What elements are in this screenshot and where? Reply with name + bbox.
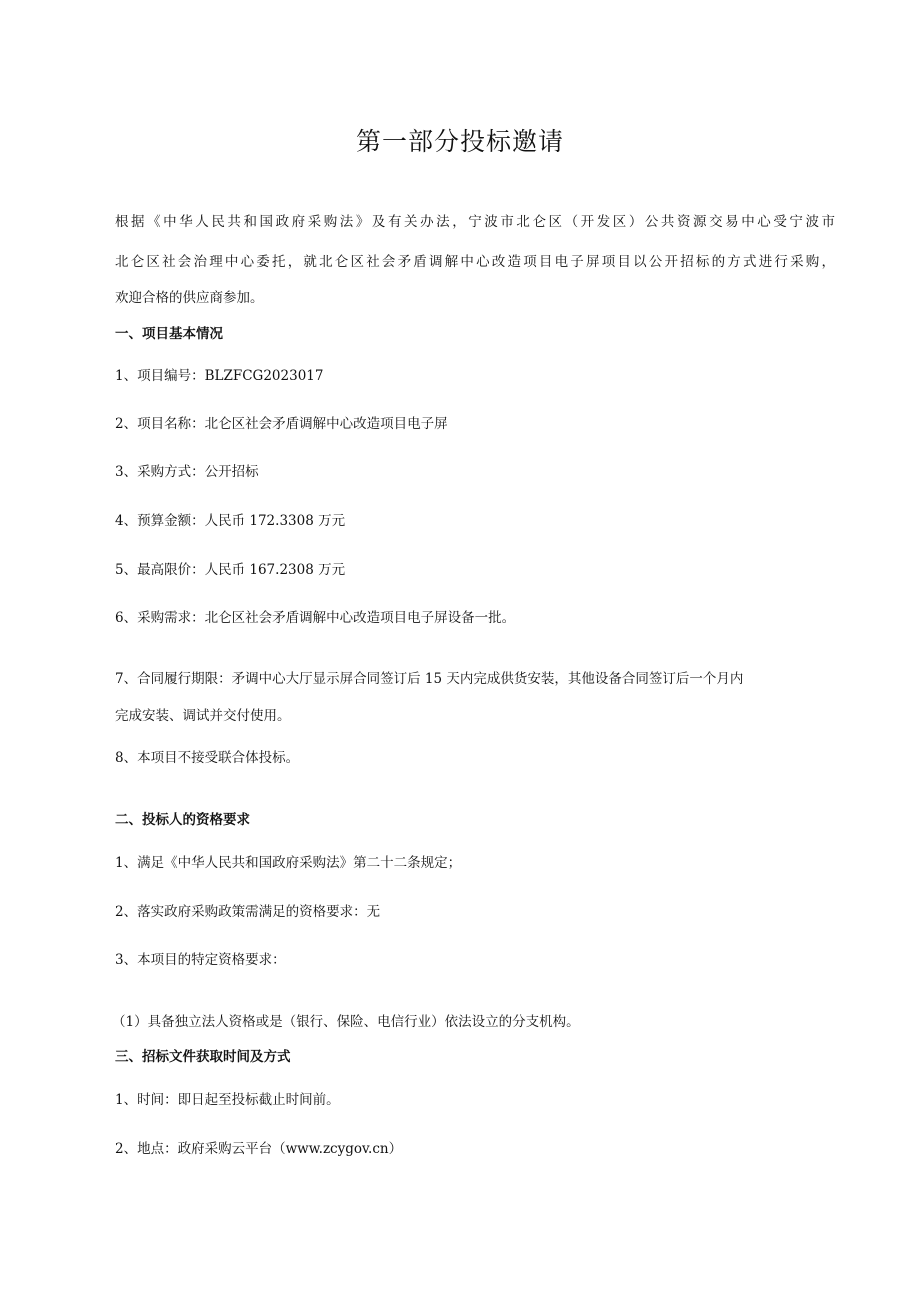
- item-no-consortium: 8、本项目不接受联合体投标。: [115, 750, 300, 766]
- item-procurement-needs: 6、采购需求：北仑区社会矛盾调解中心改造项目电子屏设备一批。: [115, 610, 516, 626]
- section-heading-basic-info: 一、项目基本情况: [115, 326, 223, 342]
- intro-line-2: 北仑区社会治理中心委托，就北仑区社会矛盾调解中心改造项目电子屏项目以公开招标的方式进行采购，: [115, 254, 835, 270]
- item-project-number: 1、项目编号：BLZFCG2023017: [115, 368, 324, 384]
- item-acquisition-location: 2、地点：政府采购云平台（www.zcygov.cn）: [115, 1141, 403, 1157]
- item-specific-requirement-1: （1）具备独立法人资格或是（银行、保险、电信行业）依法设立的分支机构。: [112, 1014, 580, 1030]
- item-budget-amount: 4、预算金额：人民币 172.3308 万元: [115, 513, 346, 529]
- item-acquisition-time: 1、时间：即日起至投标截止时间前。: [115, 1092, 340, 1108]
- item-specific-requirements: 3、本项目的特定资格要求：: [115, 952, 286, 968]
- item-contract-period-line-1: 7、合同履行期限：矛调中心大厅显示屏合同签订后 15 天内完成供货安装，其他设备合同签订后一个月内: [115, 671, 744, 687]
- page-title: 第一部分投标邀请: [355, 127, 564, 156]
- item-project-name: 2、项目名称：北仑区社会矛盾调解中心改造项目电子屏: [115, 416, 448, 432]
- item-max-price: 5、最高限价：人民币 167.2308 万元: [115, 562, 346, 578]
- section-heading-qualifications: 二、投标人的资格要求: [115, 812, 250, 828]
- item-law-compliance: 1、满足《中华人民共和国政府采购法》第二十二条规定；: [115, 855, 462, 871]
- item-policy-requirements: 2、落实政府采购政策需满足的资格要求：无: [115, 904, 381, 920]
- intro-line-1: 根据《中华人民共和国政府采购法》及有关办法，宁波市北仑区（开发区）公共资源交易中心受宁波市: [115, 214, 835, 230]
- item-procurement-method: 3、采购方式：公开招标: [115, 464, 259, 480]
- intro-line-3: 欢迎合格的供应商参加。: [115, 290, 264, 306]
- section-heading-document-acquisition: 三、招标文件获取时间及方式: [115, 1049, 291, 1065]
- item-contract-period-line-2: 完成安装、调试并交付使用。: [115, 708, 291, 724]
